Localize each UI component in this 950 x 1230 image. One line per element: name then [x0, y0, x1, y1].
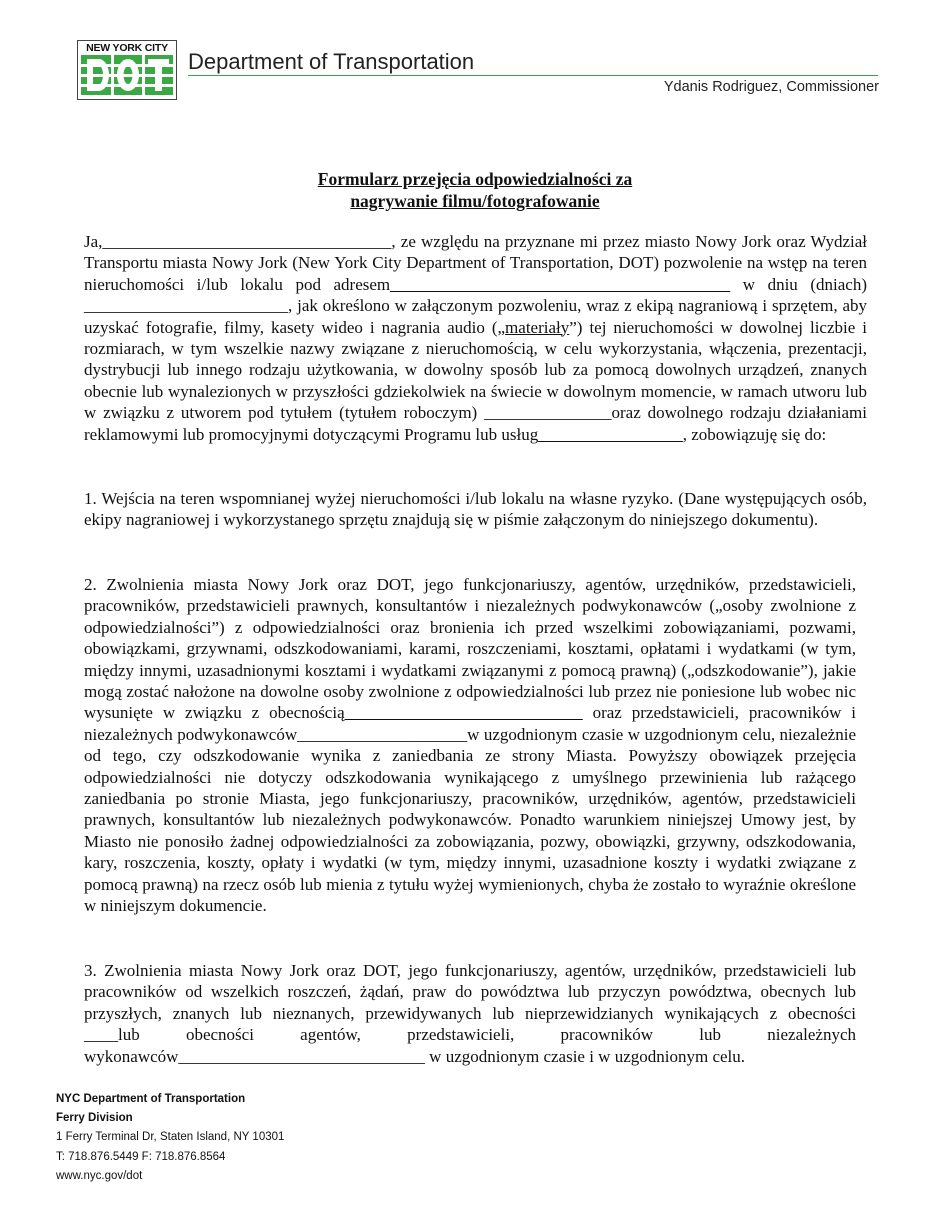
- workers-blank[interactable]: _____________________________: [178, 1046, 425, 1066]
- address-blank[interactable]: ________________________________________: [390, 274, 731, 294]
- commissioner-name: Ydanis Rodriguez, Commissioner: [663, 79, 879, 95]
- header-divider: [188, 75, 878, 76]
- intro-paragraph: Ja,__________________________________, ze względu na przyznane mi przez miasto Nowy Jork oraz Wydział Transportu miasta Nowy Jork (New York City Department of Transportation, DOT) pozwolenie na wstęp na teren nieruchomości i/lub lokalu pod adresem________________________________________ w dniu (dniach) ________________________, jak określono w załączonym pozwoleniu, wraz z ekipą nagraniową i sprzętem, aby uzyskać fotografie, filmy, kasety wideo i nagrania audio („materiały”) tej nieruchomości w dowolnej liczbie i rozmiarach, w tym wszelkie nazwy związane z nieruchomością, w celu wykorzystania, włączenia, prezentacji, dystrybucji lub innego rodzaju użytkowania, w dowolny sposób lub za pomocą dowolnych urządzeń, znanych obecnie lub wynalezionych w przyszłości gdziekolwiek na świecie w dowolnym momencie, w ramach utworu lub w związku z utworem pod tytułem (tytułem roboczym) _______________oraz dowolnego rodzaju działaniami reklamowymi lub promocyjnymi dotyczącymi Programu lub usług_________________, zobowiązuję się do:: [84, 232, 868, 444]
- logo-city-text: NEW YORK CITY: [86, 42, 168, 54]
- contractors-blank[interactable]: ____________________: [297, 724, 468, 744]
- footer-address: 1 Ferry Terminal Dr, Staten Island, NY 10301: [56, 1131, 285, 1144]
- footer-division: Ferry Division: [56, 1112, 133, 1125]
- title-blank[interactable]: _______________: [484, 403, 612, 423]
- footer-phone: T: 718.876.5449 F: 718.876.8564: [56, 1150, 226, 1163]
- short-blank[interactable]: ____: [84, 1025, 118, 1045]
- form-title-line-2: nagrywanie filmu/fotografowanie: [350, 191, 600, 211]
- footer-org: NYC Department of Transportation: [56, 1093, 246, 1105]
- clause-3: 3. Zwolnienia miasta Nowy Jork oraz DOT, jego funkcjonariuszy, agentów, urzędników, przedstawicieli lub pracowników od wszelkich roszczeń, żądań, praw do powództwa lub przyczyn powództwa, obecnych lub przyszłych, znanych lub nieznanych, przewidywanych lub nieprzewidzianych wynikających z obecności ____lub obecności agentów, przedstawicieli, pracowników lub niezależnych wykonawców_____________________________ w uzgodnionym czasie i w uzgodnionym celu.: [84, 961, 856, 1066]
- nyc-dot-logo: [77, 40, 177, 100]
- name-blank[interactable]: __________________________________: [102, 232, 392, 251]
- footer-address-block: [56, 1090, 284, 1186]
- form-title-line-1: Formularz przejęcia odpowiedzialności za: [317, 169, 633, 189]
- service-blank[interactable]: _________________: [538, 424, 683, 444]
- letterhead: [77, 40, 879, 100]
- clause-2: 2. Zwolnienia miasta Nowy Jork oraz DOT, jego funkcjonariuszy, agentów, urzędników, przedstawicieli, pracowników, przedstawicieli prawnych, konsultantów i niezależnych podwykonawców („osoby zwolnione z odpowiedzialności”) z odpowiedzialności oraz bronienia ich przed wszelkimi zobowiązaniami, pozwami, obowiązkami, grzywnami, odszkodowaniami, karami, roszczeniami, kosztami, opłatami i wydatkami (w tym, między innymi, uzasadnionymi kosztami i wydatkami związanymi z pomocą prawną) („odszkodowanie”), jakie mogą zostać nałożone na dowolne osoby zwolnione z odpowiedzialności lub przez nie poniesione lub wobec nic wysunięte w związku z obecnością____________________________ oraz przedstawicieli, pracowników i niezależnych podwykonawców____________________w uzgodnionym czasie w uzgodnionym celu, niezależnie od tego, czy odszkodowanie wynika z zaniedbania ze strony Miasta. Powyższy obowiązek przejęcia odpowiedzialności nie dotyczy odszkodowania wynikającego z umyślnego przewinienia lub rażącego zaniedbania po stronie Miasta, jego funkcjonariuszy, pracowników, urzędników, agentów, przedstawicieli prawnych, konsultantów lub niezależnych podwykonawców. Ponadto warunkiem niniejszej Umowy jest, by Miasto nie ponosiło żadnej odpowiedzialności za zobowiązania, pozwy, obowiązki, grzywny, odszkodowania, kary, roszczenia, koszty, opłaty i wydatki (w tym, między innymi, uzasadnione koszty i wydatki związane z pomocą prawną) na rzecz osób lub mienia z tytułu wyżej wymienionych, chyba że zostało to wyraźnie określone w niniejszym dokumencie.: [84, 575, 856, 916]
- presence-blank[interactable]: ____________________________: [344, 703, 583, 723]
- dates-blank[interactable]: ________________________: [84, 296, 288, 316]
- dot-logo-graphic: [81, 55, 173, 95]
- department-name: Department of Transportation: [188, 49, 475, 74]
- clause-1: 1. Wejścia na teren wspomnianej wyżej nieruchomości i/lub lokalu na własne ryzyko. (Dane występujących osób, ekipy nagraniowej i wykorzystanego sprzętu znajdują się w piśmie załączonym do niniejszego dokumentu).: [84, 489, 867, 530]
- footer-website: www.nyc.gov/dot: [56, 1169, 143, 1182]
